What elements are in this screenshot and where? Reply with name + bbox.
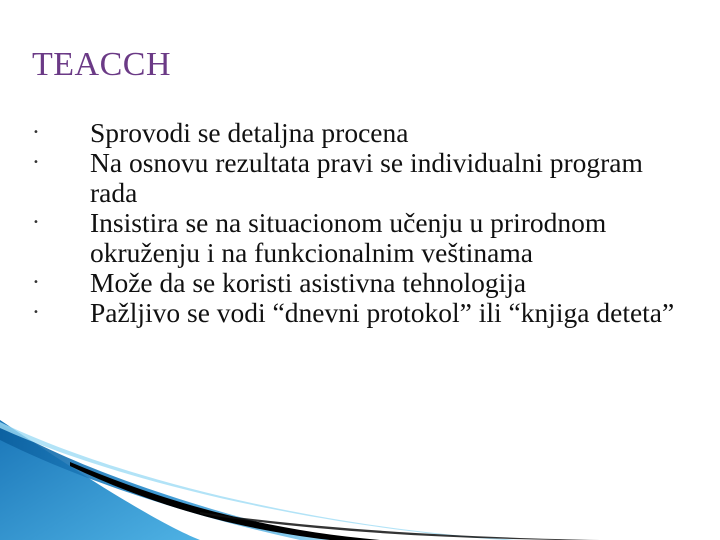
slide-title: TEACCH: [32, 46, 171, 83]
bullet-item: [0, 118, 690, 148]
bullet-item: [0, 298, 690, 328]
light-stripe-shape: [0, 422, 520, 540]
bullet-text: Sprovodi se detaljna procena: [90, 117, 409, 148]
bullet-marker-icon: •: [33, 127, 39, 138]
bullet-marker-icon: •: [33, 277, 39, 288]
bullet-text: Na osnovu rezultata pravi se individualni program rada: [90, 147, 643, 208]
bullet-list: [0, 118, 720, 328]
bullet-item: [0, 268, 690, 298]
bullet-marker-icon: •: [33, 217, 39, 228]
corner-decoration-graphic: [0, 420, 720, 540]
blue-swoosh-shape: [0, 420, 200, 540]
black-line-shape: [200, 512, 600, 540]
bullet-text: Pažljivo se vodi “dnevni protokol” ili “knjiga deteta”: [90, 297, 675, 328]
bullet-text: Može da se koristi asistivna tehnologija: [90, 267, 527, 298]
bullet-item: [0, 208, 690, 268]
blue-stripe-shape: [0, 424, 330, 540]
bullet-marker-icon: •: [33, 157, 39, 168]
black-wedge-shape: [70, 462, 380, 540]
bullet-text: Insistira se na situacionom učenju u prirodnom okruženju i na funkcionalnim veštinama: [90, 207, 607, 268]
bullet-item: [0, 148, 690, 208]
bullet-marker-icon: •: [33, 307, 39, 318]
